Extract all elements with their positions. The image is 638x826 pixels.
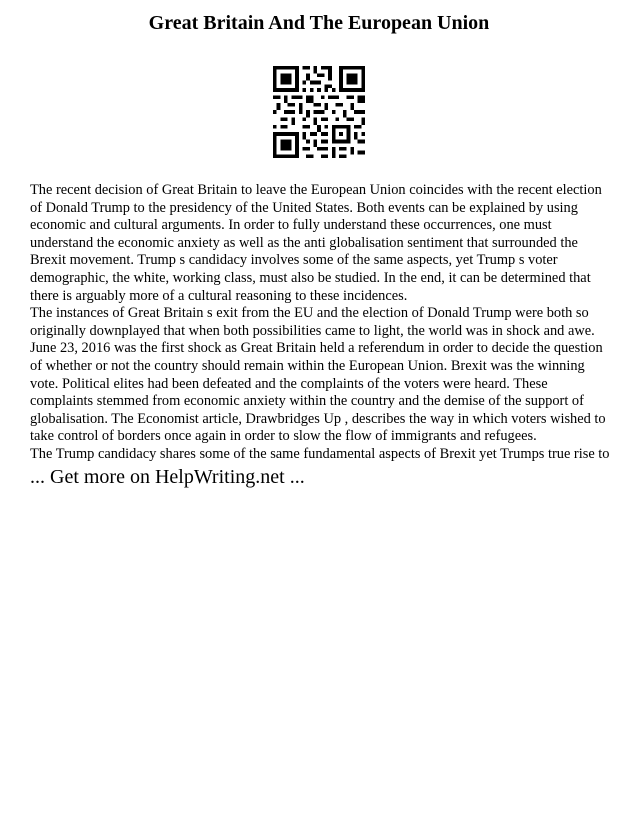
- document-title: Great Britain And The European Union: [148, 12, 490, 34]
- more-link[interactable]: ... Get more on HelpWriting.net ...: [30, 466, 305, 488]
- paragraph-2: The instances of Great Britain s exit from the EU and the election of Donald Trump were both so originally downplayed that when both possibilities came to light, the world was in shock and awe. June 23, 2016 was the first shock as Great Britain held a referendum in order to decide the question of whether or not the country should remain within the European Union. Brexit was the winning vote. Political elites had been defeated and the complaints of the voters were heard. These complaints stemmed from economic anxiety within the country and the demise of the support of globalisation. The Economist article, Drawbridges Up , describes the way in which voters wished to take control of borders once again in order to slow the flow of immigrants and refugees.: [30, 305, 606, 445]
- qr-code-icon: [273, 66, 365, 158]
- paragraph-3: The Trump candidacy shares some of the same fundamental aspects of Brexit yet Trumps true rise to: [30, 445, 610, 462]
- paragraph-1: The recent decision of Great Britain to leave the European Union coincides with the recent election of Donald Trump to the presidency of the United States. Both events can be explained by using economic and cultural arguments. In order to fully understand these occurrences, one must understand the economic anxiety as well as the anti globalisation sentiment that surrounded the Brexit movement. Trump s candidacy involves some of the same aspects, yet Trump s voter demographic, the white, working class, must also be studied. In the end, it can be determined that there is arguably more of a cultural reasoning to these incidences.: [30, 182, 602, 304]
- article-body: [30, 182, 612, 464]
